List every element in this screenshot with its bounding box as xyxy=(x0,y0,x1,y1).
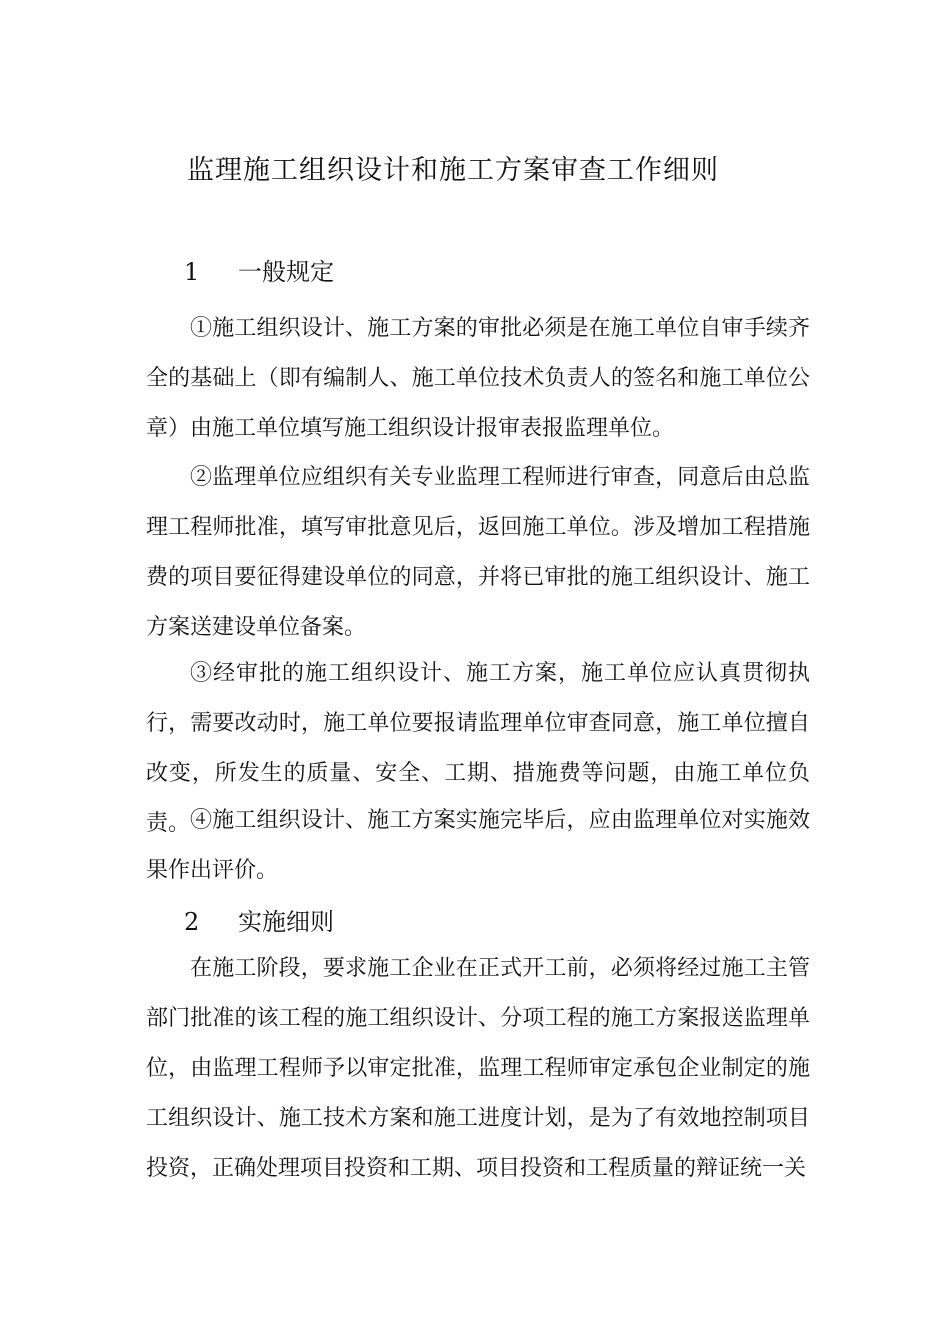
section-heading-text: 一般规定 xyxy=(238,258,334,286)
section-number: 2 xyxy=(184,908,200,936)
paragraph-1-2: ②监理单位应组织有关专业监理工程师进行审查，同意后由总监理工程师批准，填写审批意见后，返回施工单位。涉及增加工程措施费的项目要征得建设单位的同意，并将已审批的施工组织设计、施工方案送建设单位备案。 xyxy=(146,465,810,640)
paragraph-1-4: ④施工组织设计、施工方案实施完毕后，应由监理单位对实施效果作出评价。 xyxy=(146,808,810,883)
document-title: 监理施工组织设计和施工方案审查工作细则 xyxy=(187,155,719,186)
paragraph-2-1: 在施工阶段，要求施工企业在正式开工前，必须将经过施工主管部门批准的该工程的施工组织设计、分项工程的施工方案报送监理单位，由监理工程师予以审定批准，监理工程师审定承包企业制定的施工组织设计、施工技术方案和施工进度计划，是为了有效地控制项目投资，正确处理项目投资和工期、项目投资和工程质量的辩证统一关 xyxy=(146,956,810,1181)
section-heading-1 xyxy=(184,252,334,287)
paragraph-1-1: ①施工组织设计、施工方案的审批必须是在施工单位自审手续齐全的基础上（即有编制人、施工单位技术负责人的签名和施工单位公章）由施工单位填写施工组织设计报审表报监理单位。 xyxy=(146,316,810,441)
section-heading-text: 实施细则 xyxy=(238,908,334,936)
section-number: 1 xyxy=(184,258,200,286)
section-heading-2 xyxy=(184,902,334,937)
paragraph-1-3: ③经审批的施工组织设计、施工方案，施工单位应认真贯彻执行，需要改动时，施工单位要报请监理单位审查同意，施工单位擅自改变，所发生的质量、安全、工期、措施费等问题，由施工单位负责。 xyxy=(146,661,810,836)
